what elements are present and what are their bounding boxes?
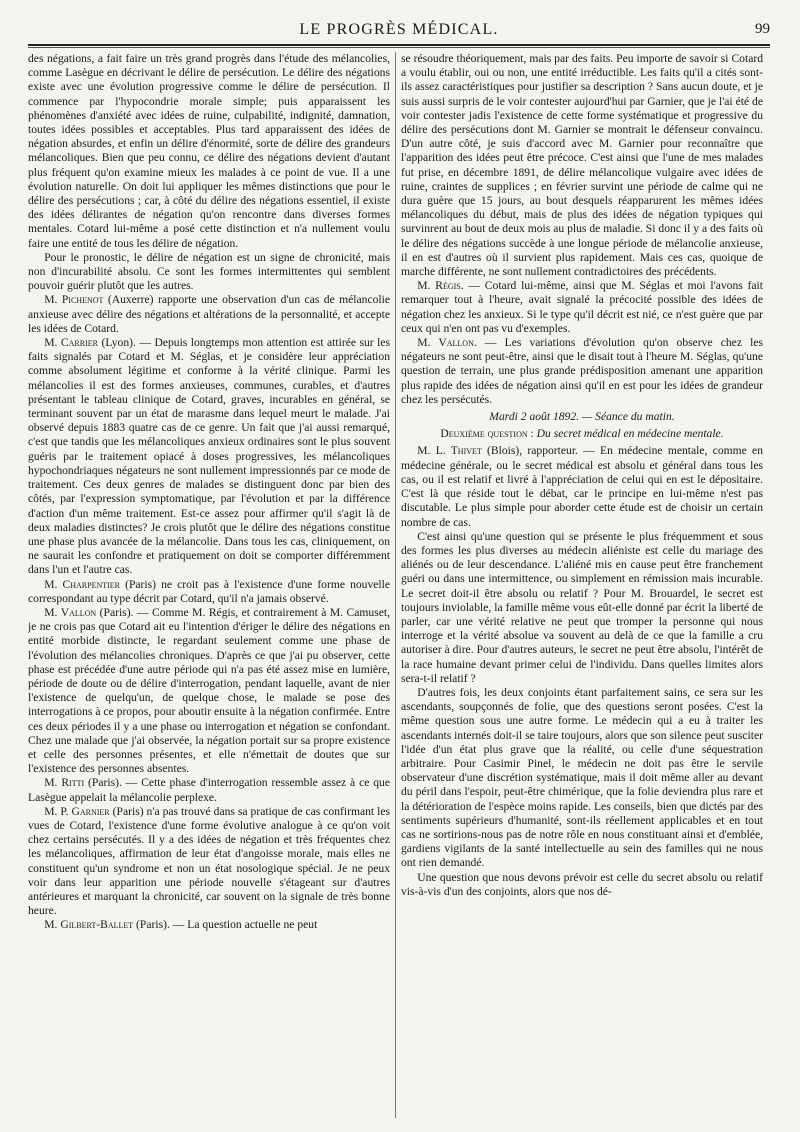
speaker-name: M. P. Garnier [44,804,110,818]
speaker-name: M. Vallon. [417,336,477,350]
speaker-name: M. Gilbert-Ballet [44,918,134,932]
question-heading [401,427,763,441]
speaker-name: M. Pichenot [44,293,104,307]
left-column [28,52,390,1118]
speaker-text: (Paris). — Cette phase d'interrogation ressemble assez à ce que Lasègue appelait la mélancolie perplexe. [28,776,390,804]
paragraph [401,279,763,336]
header-rule-thin [28,47,770,48]
paragraph [401,336,763,407]
paragraph [28,336,390,577]
paragraph [28,606,390,776]
speaker-text: (Paris) ne croit pas à l'existence d'une forme nouvelle correspondant au type décrit par Cotard, qu'il n'a jamais observé. [28,577,390,605]
page-number: 99 [755,21,770,37]
speaker-name: M. Ritti [44,776,85,790]
session-heading: Mardi 2 août 1892. — Séance du matin. [489,410,675,424]
speaker-text: — Cotard lui-même, ainsi que M. Séglas et moi l'avons fait remarquer tout à l'heure, avait signalé la précocité possible des idées de négation chez les anxieux. Si le type qu'il décrit est nié, ce n'est guère que par ceux qui n'en ont pas vu d'exemples. [401,279,763,335]
speaker-name: M. Régis. [417,279,464,293]
speaker-text: (Blois), rapporteur. — En médecine mentale, comme en médecine générale, ou le secret médical est absolu et général dans tous les cas, ou il est relatif et livré à l'appréciation de celui qui en est le dépositaire. C'est là que réside tout le débat, car le principe en lui-même n'est pas discutable. Le plus simple pour aborder cette étude est de choisir un certain nombre de cas. [401,444,763,529]
paragraph [28,578,390,606]
speaker-text: (Lyon). — Depuis longtemps mon attention est attirée sur les faits signalés par Cotard et M. Séglas, et je considère leur appréciation comme absolument légitime et conforme à la vérité clinique. Parmi les mélancolies il est des formes anxieuses, communes, curables, et d'autres présentant le tableau clinique de Cotard, graves, incurables en général, se terminant souvent par un état de marasme dans lequel meurt le malade. J'ai observé depuis 1883 quatre cas de ce genre. Un fait que j'ai aussi remarqué, c'est que tandis que les mélancoliques anxieux ordinaires sont le plus souvent guéris par le traitement opiacé à doses progressives, les mélancoliques hypochondriaques négateurs ne sont nullement impressionnés par ce mode de traitement. Ces deux genres de malades se distinguent donc par bien des côtés, par l'expression symptomatique, par l'évolution et par la différence d'action d'un même traitement. Est-ce assez pour affirmer qu'il s'agit là de deux maladies distinctes? Je crois plutôt que le délire des négations constitue une phase plus avancée de la mélancolie. Dans tous les cas, cliniquement, on ne saurait les confondre et pratiquement on doit se comporter différemment dans l'un et l'autre cas. [28,336,390,577]
running-header [28,20,770,42]
right-column [401,52,763,1118]
journal-title: LE PROGRÈS MÉDICAL. [299,21,499,38]
speaker-name: M. L. Thivet [417,444,482,458]
paragraph [28,805,390,919]
question-label: Deuxième question : [440,427,534,441]
header-rule [28,44,770,46]
speaker-text: (Paris). — La question actuelle ne peut [133,918,318,932]
speaker-name: M. Carrier [44,336,98,350]
paragraph [28,293,390,336]
paragraph [28,918,390,932]
paragraph: C'est ainsi qu'une question qui se présente le plus fréquemment et sous des formes les plus diverses au médecin aliéniste est celle du mariage des aliénés ou de leur descendance. L'aliéné mis en cause peut être franchement guéri ou dans une intermittence, ou simplement en rémission mais incurable. Le secret doit-il être absolu ou relatif ? Pour M. Brouardel, le secret est toujours inviolable, la famille même vous eût-elle donné par écrit la liberté de parler, car une vérité relative ne peut que tromper la personne qui nous interroge et la vérité absolue va souvent au delà de ce que la famille a cru autoriser à dire. Pour d'autres auteurs, le secret ne peut être absolu, l'intérêt de la race humaine devant primer celui de l'individu. Dans quelles limites alors sera-t-il relatif ? [401,529,763,685]
speaker-name: M. Vallon [44,605,97,619]
paragraph: D'autres fois, les deux conjoints étant parfaitement sains, ce sera sur les ascendants, soupçonnés de folie, que des questions seront posées. C'est la même question sous une autre forme. Le médecin qui a eu à traiter les ascendants internés doit-il se taire toujours, alors que son silence peut susciter l'idée d'un état plus grave que la réalité, ou celle d'une séquestration arbitraire. Pour Casimir Pinel, le médecin ne doit pas être le servile observateur d'une discrétion systématique, mais il doit même aller au devant du péril dans l'espoir, peut-être chimérique, que la folie deviendra plus rare et la détérioration de l'espèce moins rapide. Les conseils, bien que dictés par des sentiments supérieurs d'humanité, sont-ils réellement applicables et en tout cas ne sortirions-nous pas de notre rôle en nous constituant ainsi et d'emblée, gardiens vigilants de la santé intellectuelle au sein des familles qui ne nous ont rien demandé. [401,685,763,870]
speaker-text: (Auxerre) rapporte une observation d'un cas de mélancolie anxieuse avec délire des négations et altérations de la personnalité, et accepte les idées de Cotard. [28,293,390,335]
paragraph: Pour le pronostic, le délire de négation est un signe de chronicité, mais non d'incurabilité absolu. Ce sont les formes intermittentes qui semblent pouvoir guérir plutôt que les autres. [28,250,390,293]
paragraph [28,776,390,804]
speaker-text: — Les variations d'évolution qu'on observe chez les négateurs ne sont peut-être, ainsi que le disait tout à l'heure M. Séglas, qu'une question de terrain, une plus grande prédisposition amenant une apparition plus rapide des idées de négation ainsi qu'il en est pour les idées de grandeur chez les persécutés. [401,336,763,406]
paragraph: des négations, a fait faire un très grand progrès dans l'étude des mélancolies, comme Lasègue en décrivant le délire de persécution. Le délire des négations existe avec une évolution progressive comme le délire de persécution. Il commence par l'hypocondrie morale simple; puis apparaissent les phénomènes d'anxiété avec idées de ruine, culpabilité, indignité, damnation, toutes idées possibles et acceptables. Plus tard apparaissent des idées de négation absurdes, et enfin un délire d'énormité, sorte de délire des grandeurs mélancoliques. Bien que peu connu, ce délire des négations devient d'autant plus fréquent qu'on examine mieux les malades à ce point de vue. Il a une évolution naturelle. On doit lui appliquer les mêmes distinctions que pour le délire des persécutions ; car, à côté du délire des négations essentiel, il existe des idées délirantes de négation qu'on rencontre dans diverses formes mentales. Cotard lui-même a posé cette distinction et n'a nullement voulu faire une entité de tous les délire de négation. [28,52,390,250]
question-title: Du secret médical en médecine mentale. [536,427,724,441]
column-divider [395,52,396,1118]
speaker-text: (Paris) n'a pas trouvé dans sa pratique de cas confirmant les vues de Cotard, l'existence d'une forme évolutive analogue à ce qu'on voit chez certains persécutés. Il y a des idées de négation et très fréquentes chez les mélancoliques, affirmation de leur état d'angoisse morale, mais elles ne constituent qu'un syndrome et non un état nosologique spécial. Je ne peux voir dans leur apparition une période nouvelle s'étageant sur d'autres antérieures et marquant la chronicité, car souvent on la signale de très bonne heure. [28,804,390,918]
speaker-text: (Paris). — Comme M. Régis, et contrairement à M. Camuset, je ne crois pas que Cotard ait eu l'intention d'ériger le délire des négations en entité morbide distincte, le regardant seulement comme une phase de l'évolution des mélancolies chroniques. D'après ce que j'ai pu observer, cette phase est précédée d'une autre période qui n'a pas été assez mise en lumière, période de doute ou de délire d'interrogation, pendant laquelle, avant de nier l'existence de quelqu'un, de quelque chose, le malade se pose des interrogations à ce propos, pour aboutir ensuite à la négation confirmée. Entre ces deux périodes il y a une phase ou interrogation et négation se confondant. Chez une malade que j'ai observée, la négation portait sur sa propre existence et celle des personnes présentes, et elle n'émettait de doutes que sur l'existence des personnes absentes. [28,605,390,776]
speaker-name: M. Charpentier [44,577,121,591]
paragraph [401,444,763,529]
paragraph: Une question que nous devons prévoir est celle du secret absolu ou relatif vis-à-vis d'un des conjoints, alors que nos dé- [401,870,763,898]
paragraph: se résoudre théoriquement, mais par des faits. Peu importe de savoir si Cotard a voulu établir, oui ou non, une entité irréductible. Les faits qu'il a cités sont-ils assez caractéristiques pour justifier sa description ? Sans aucun doute, et je suis aussi surpris de le voir contester aujourd'hui par Garnier, que je l'ai été de voir contester jadis l'existence de cette forme systématique et progressive du délire des persécutions dont M. Garnier se montrait le défenseur convaincu. D'un autre côté, je suis d'accord avec M. Garnier pour reconnaître que l'apparition des idées peut être précoce. C'est ainsi que l'une de mes malades fut prise, en décembre 1891, de délire mélancolique vulgaire avec idées de ruine, craintes de supplices ; en février survint une période de calme qui ne dura guère que 15 jours, au bout desquels réapparurent les mêmes idées mélancoliques du début, mais de plus des idées de négation typiques qui survinrent au bout de deux mois au plus de maladie. Si donc il y a des faits où le délire des négations succède à une longue période de mélancolie anxieuse, il en est d'autres où il survient plus rapidement. Mais ces cas, quoique de marche différente, ne sont nullement contradictoires des précédents. [401,52,763,279]
